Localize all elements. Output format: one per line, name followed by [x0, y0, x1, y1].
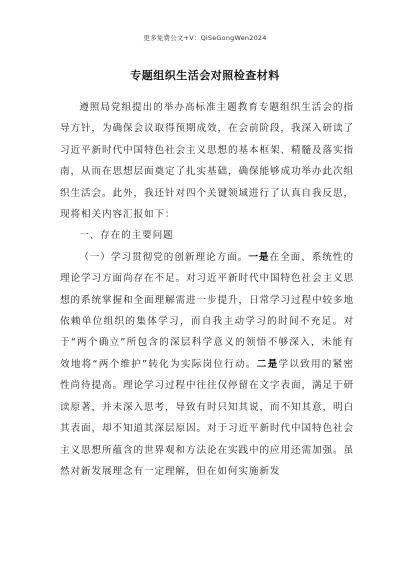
point-two-text: 学以致用的紧密性尚待提高。理论学习过程中往往仅停留在文字表面，满足于研读原著，并未深入思考，导致有时只知其说，而不知其意，明白其表面，却不知道其深层原因。对于习近平新时代中国特色社会主义思想所蕴含的世界观和方法论在实践中的应用还需加强。虽然对新发展理念有一定理解，但在如何实施新发	[60, 358, 354, 477]
point-two-label: 二是	[256, 358, 279, 370]
point-one-label: 一是	[248, 251, 270, 263]
section-heading: 一、存在的主要问题	[79, 230, 174, 242]
subsection-paragraph	[60, 247, 354, 482]
intro-paragraph: 遵照局党组提出的举办高标准主题教育专题组织生活会的指导方针，为确保会议取得预期成效，在会前阶段，我深入研读了习近平新时代中国特色社会主义思想的基本框架、精髓及落实指南，从而在思想层面奠定了扎实基础，确保能够成功举办此次组织生活会。此外，我还针对四个关键领域进行了认真自我反思，现将相关内容汇报如下：	[60, 102, 354, 221]
document-body	[60, 97, 354, 482]
document-title: 专题组织生活会对照检查材料	[130, 69, 280, 82]
header-note: 更多免费公文+V：QiSeGongWen2024	[143, 34, 267, 42]
subsection-title: （一）学习贯彻党的创新理论方面。	[79, 251, 249, 263]
point-one-text: 在全面、系统性的理论学习方面尚存在不足。对习近平新时代中国特色社会主义思想的系统掌握和全面理解需进一步提升，日常学习过程中较多地依赖单位组织的集体学习，而自我主动学习的时间不充足。对于“两个确立”所包含的深层科学意义的领悟不够深入，未能有效地将“两个维护”转化为实际岗位行动。	[60, 251, 354, 370]
